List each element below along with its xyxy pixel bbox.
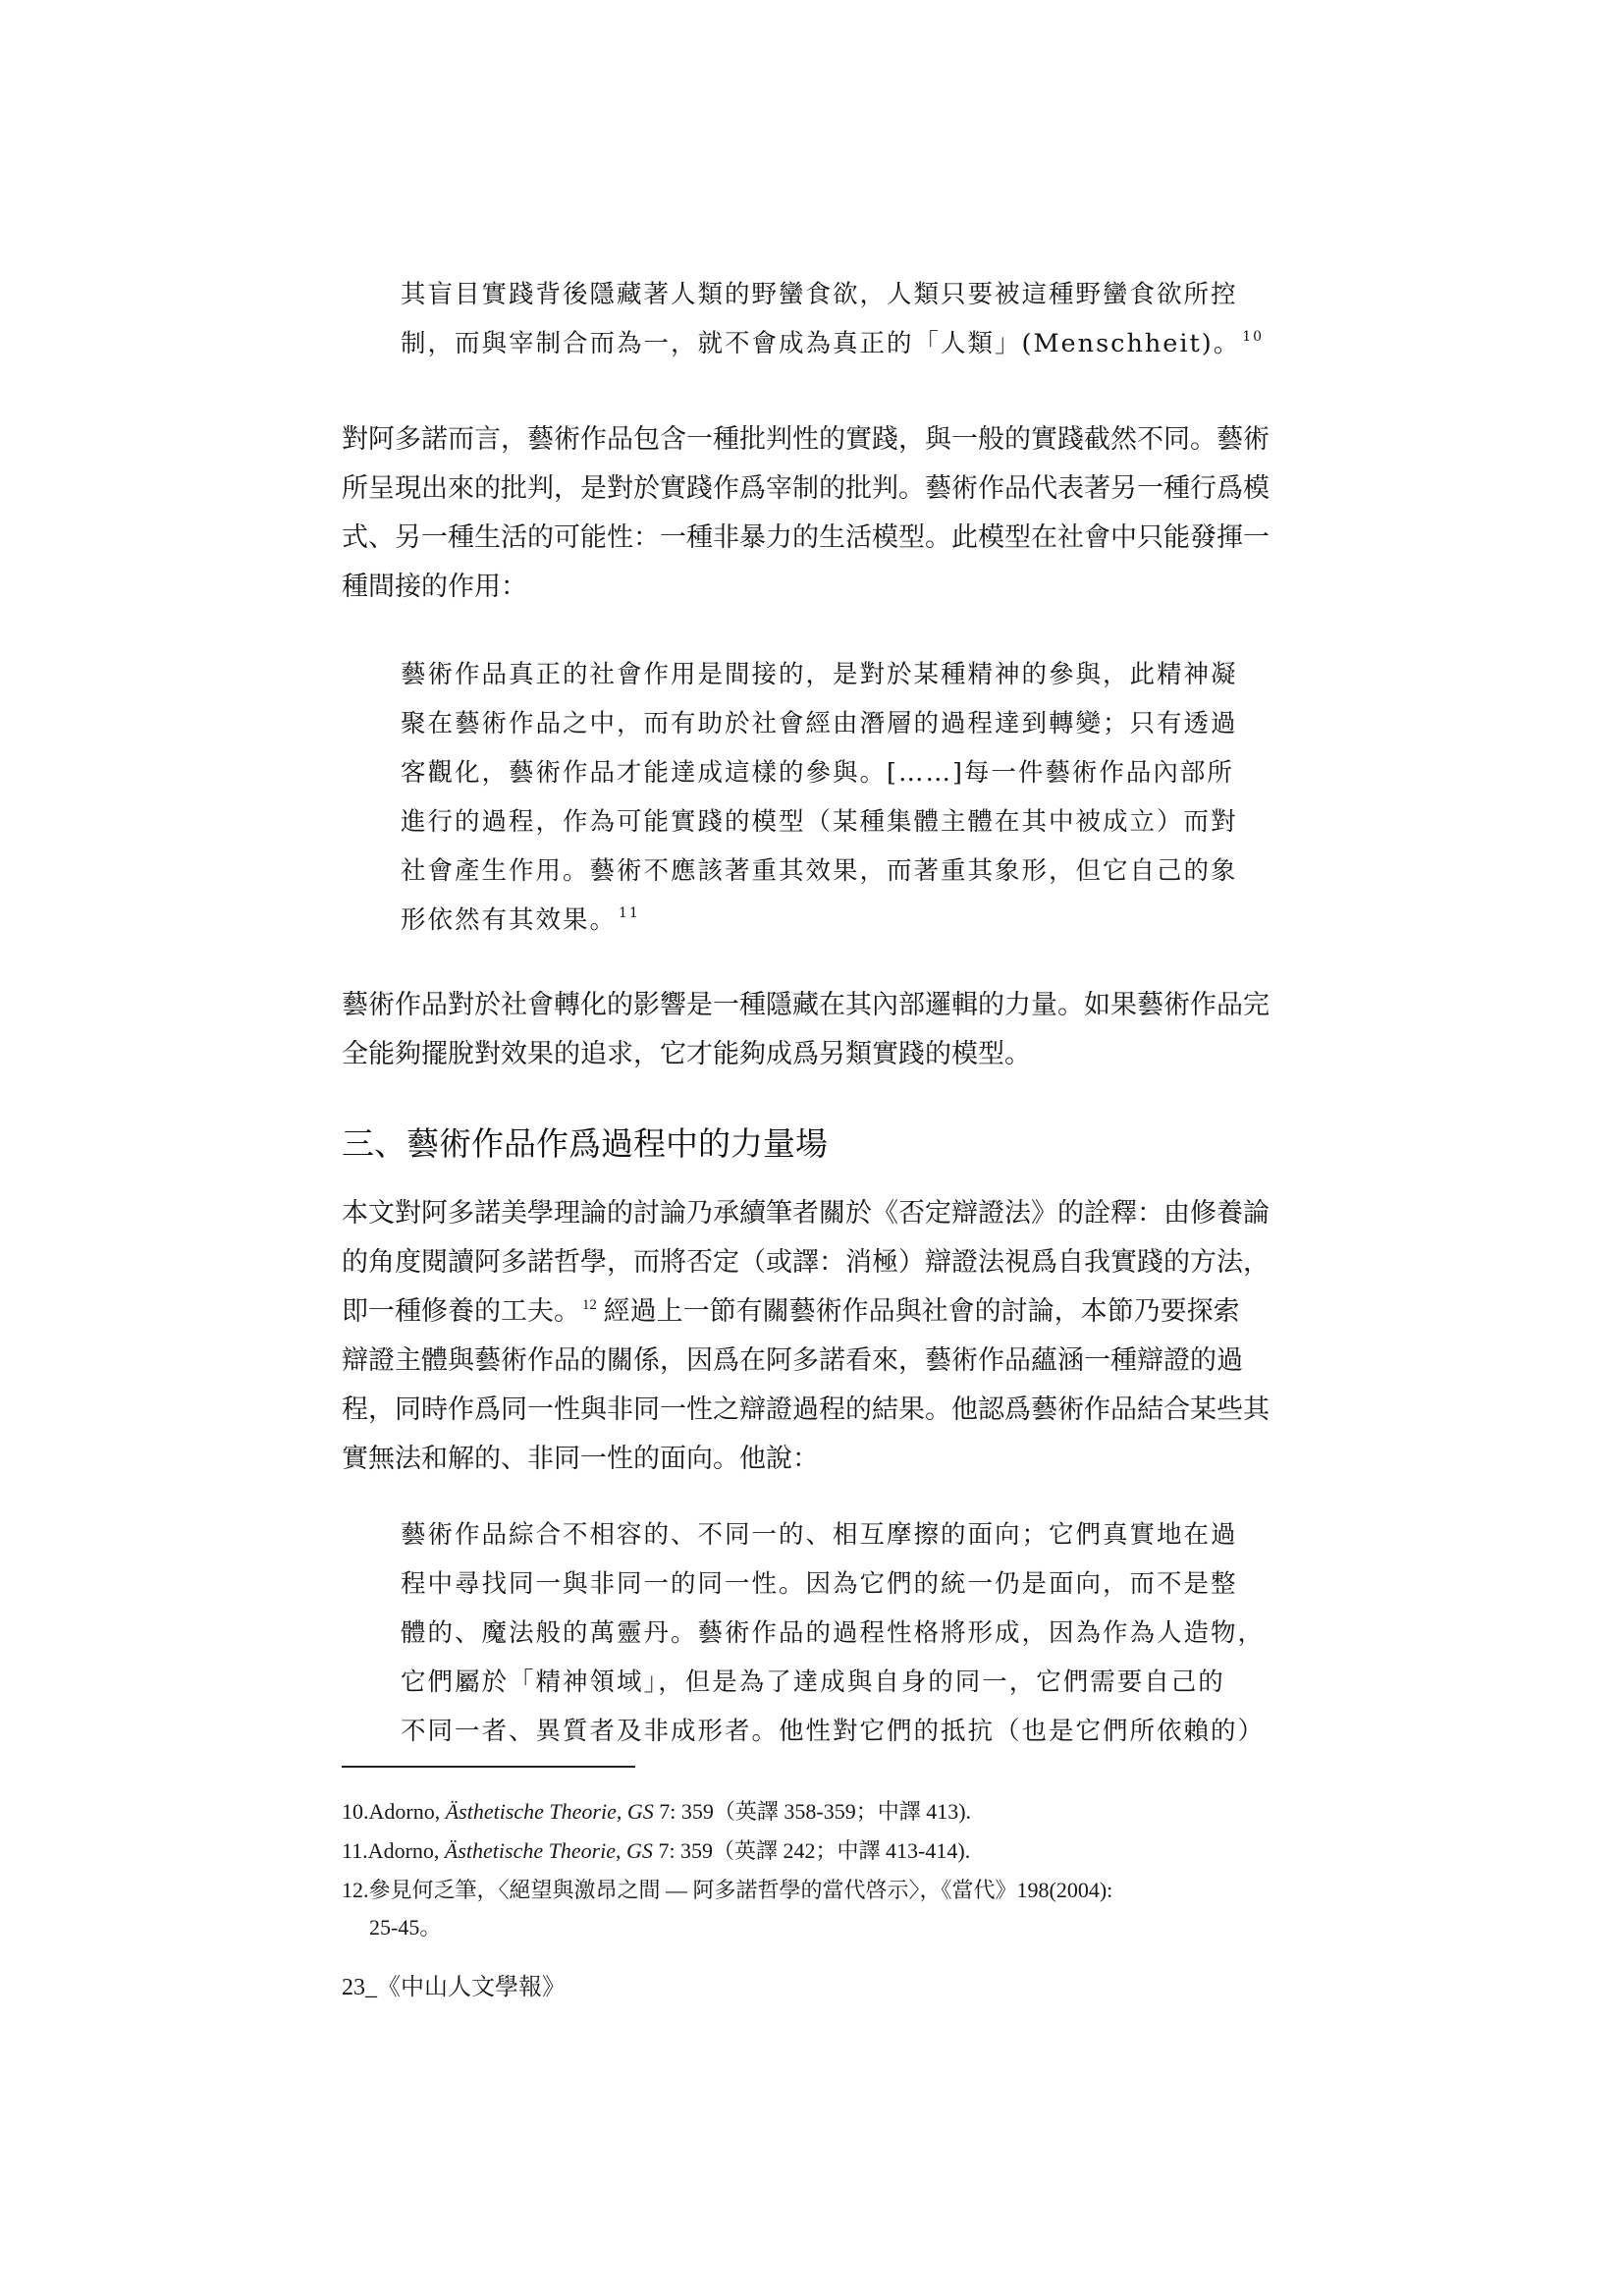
section-heading: 三、藝術作品作爲過程中的力量場	[342, 1127, 828, 1163]
page-footer: 23_《中山人文學報》	[342, 1975, 566, 2000]
text-run: 7: 359（英譯 242；中譯 413-414).	[652, 1838, 971, 1863]
text-run: 對阿多諾而言，藝術作品包含一種批判性的實踐，與一般的實踐截然不同。藝術	[342, 424, 1270, 454]
footnote-12	[342, 1872, 1304, 1909]
quote-line	[401, 1510, 1241, 1559]
block-quote-2	[401, 650, 1241, 945]
body-line	[342, 513, 1296, 562]
body-line	[342, 1237, 1296, 1286]
italic-title: Ästhetische Theorie	[445, 1799, 617, 1824]
quote-line	[401, 847, 1241, 896]
quote-line	[401, 1559, 1241, 1609]
body-line	[342, 1434, 1296, 1483]
quote-line	[401, 1609, 1266, 1658]
text-run: 客觀化，藝術作品才能達成這樣的參與。[……]每一件藝術作品內部所	[401, 758, 1234, 788]
quote-line	[401, 319, 1265, 368]
text-run: 聚在藝術作品之中，而有助於社會經由潛層的過程達到轉變；只有透過	[401, 709, 1238, 738]
text-run: ,	[616, 1799, 627, 1824]
italic-title: GS	[626, 1838, 653, 1863]
text-run: 實無法和解的、非同一性的面向。他說：	[342, 1444, 819, 1473]
footnote-marker: 12	[582, 1296, 597, 1313]
text-run: 11.Adorno,	[342, 1838, 445, 1863]
text-run: 全能夠擺脫對效果的追求，它才能夠成爲另類實踐的模型。	[342, 1039, 1031, 1068]
body-line	[342, 980, 1296, 1029]
text-run: 藝術作品對於社會轉化的影響是一種隱藏在其內部邏輯的力量。如果藝術作品完	[342, 990, 1270, 1019]
text-run: 所呈現出來的批判，是對於實踐作爲宰制的批判。藝術作品代表著另一種行爲模	[342, 473, 1270, 503]
quote-line	[401, 1658, 1241, 1707]
footnote-divider	[342, 1766, 635, 1768]
body-line	[342, 414, 1296, 464]
footnote-marker: 11	[619, 905, 640, 922]
text-run: 進行的過程，作為可能實踐的模型（某種集體主體在其中被成立）而對	[401, 807, 1238, 837]
quote-line	[401, 270, 1241, 319]
quote-line	[401, 797, 1241, 847]
quote-line	[401, 748, 1241, 797]
text-run: 藝術作品綜合不相容的、不同一的、相互摩擦的面向；它們真實地在過	[401, 1520, 1238, 1550]
text-run: 式、另一種生活的可能性：一種非暴力的生活模型。此模型在社會中只能發揮一	[342, 522, 1270, 552]
text-run: ,	[616, 1838, 627, 1863]
body-line	[342, 1385, 1296, 1434]
quote-line	[401, 1707, 1266, 1756]
quote-line	[401, 699, 1241, 748]
text-run: 制，而與宰制合而為一，就不會成為真正的「人類」(Menschheit)。	[401, 329, 1241, 358]
text-run: 25-45。	[369, 1915, 442, 1940]
italic-title: GS	[626, 1799, 654, 1824]
paragraph-1	[342, 414, 1296, 611]
text-run: 經過上一節有關藝術作品與社會的討論，本節乃要探索	[596, 1296, 1240, 1326]
italic-title: Ästhetische Theorie	[444, 1838, 617, 1863]
text-run: 形依然有其效果。	[401, 905, 618, 935]
text-run: 體的、魔法般的萬靈丹。藝術作品的過程性格將形成，因為作為人造物，	[401, 1618, 1266, 1648]
text-run: 本文對阿多諾美學理論的討論乃承續筆者關於《否定辯證法》的詮釋：由修養論	[342, 1198, 1270, 1228]
body-line	[342, 1336, 1296, 1385]
text-run: 的角度閱讀阿多諾哲學，而將否定（或譯：消極）辯證法視爲自我實踐的方法，	[342, 1247, 1270, 1277]
text-run: 辯證主體與藝術作品的關係，因爲在阿多諾看來，藝術作品蘊涵一種辯證的過	[342, 1345, 1243, 1375]
footnote-10	[342, 1793, 1304, 1831]
text-run: 不同一者、異質者及非成形者。他性對它們的抵抗（也是它們所依賴的）	[401, 1717, 1266, 1746]
body-line	[342, 464, 1296, 513]
text-run: 社會產生作用。藝術不應該著重其效果，而著重其象形，但它自己的象	[401, 856, 1238, 886]
text-run: 程中尋找同一與非同一的同一性。因為它們的統一仍是面向，而不是整	[401, 1569, 1238, 1599]
text-run: 7: 359（英譯 358-359；中譯 413).	[653, 1799, 972, 1824]
footnote-12-continuation	[369, 1909, 1331, 1946]
block-quote-1	[401, 270, 1265, 368]
body-line	[342, 1029, 1296, 1078]
quote-line	[401, 896, 1241, 945]
text-run: 藝術作品真正的社會作用是間接的，是對於某種精神的參與，此精神凝	[401, 660, 1238, 689]
paragraph-3	[342, 1188, 1296, 1483]
text-run: 種間接的作用：	[342, 572, 527, 601]
body-line	[342, 1286, 1296, 1336]
paragraph-2	[342, 980, 1296, 1078]
quote-line	[401, 650, 1241, 699]
body-line	[342, 562, 1296, 611]
text-run: 12.參見何乏筆，〈絕望與激昂之間 — 阿多諾哲學的當代啓示〉，《當代》198(2004):	[342, 1878, 1113, 1902]
block-quote-3	[401, 1510, 1266, 1756]
body-line	[342, 1188, 1296, 1237]
text-run: 它們屬於「精神領域」，但是為了達成與自身的同一，它們需要自己的	[401, 1667, 1225, 1697]
text-run: 即一種修養的工夫。	[342, 1296, 580, 1326]
footnote-marker: 10	[1242, 329, 1265, 346]
footnote-11	[342, 1832, 1304, 1870]
text-run: 10.Adorno,	[342, 1799, 446, 1824]
text-run: 其盲目實踐背後隱藏著人類的野蠻食欲，人類只要被這種野蠻食欲所控	[401, 280, 1238, 309]
text-run: 程，同時作爲同一性與非同一性之辯證過程的結果。他認爲藝術作品結合某些其	[342, 1394, 1270, 1424]
